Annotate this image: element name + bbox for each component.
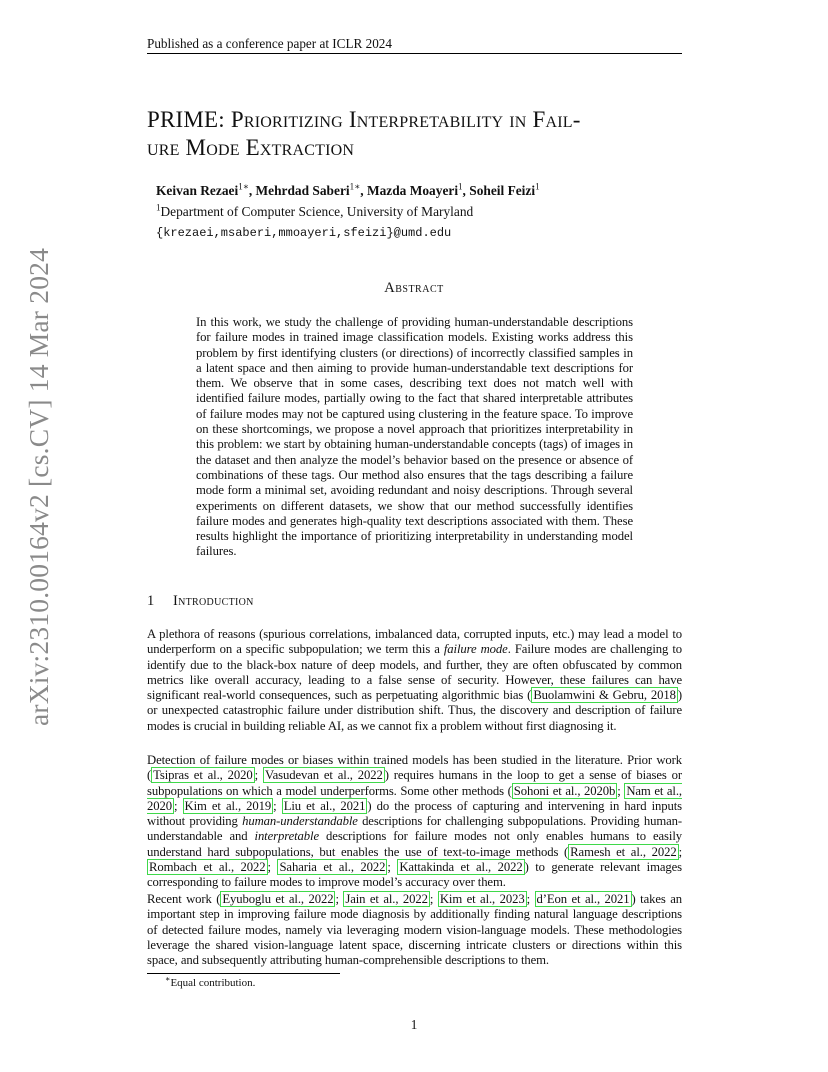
text-run: descriptions for failure modes not only enables humans to easily understand hard subpopulations, but enables the use of text-to-image methods ( <box>147 829 682 859</box>
emphasis: failure mode <box>443 642 508 657</box>
intro-paragraph-1 <box>147 627 682 734</box>
section-heading <box>147 593 254 610</box>
separator: ; <box>273 798 282 813</box>
author-name: Keivan Rezaei <box>156 183 239 198</box>
intro-paragraph-2 <box>147 753 682 891</box>
footnote <box>165 974 256 989</box>
title-line1: Prioritizing Interpretability in Fail- <box>230 107 581 132</box>
citation-link[interactable]: Nam et al., 2020 <box>147 783 682 813</box>
separator: ; <box>173 798 183 813</box>
separator: ; <box>387 860 398 875</box>
citation-link[interactable]: Kim et al., 2019 <box>184 798 272 813</box>
footnote-rule <box>147 973 340 974</box>
header-rule <box>147 53 682 54</box>
citation-link[interactable]: Rombach et al., 2022 <box>149 860 266 875</box>
affiliation-text: Department of Computer Science, University of Maryland <box>160 204 474 219</box>
text-run: ) to generate relevant images corresponding to failure modes to improve model’s accuracy over them. <box>147 860 683 890</box>
footnote-text: Equal contribution. <box>170 977 256 989</box>
section-title: Introduction <box>173 593 254 609</box>
text-run: . Failure modes are challenging to identify due to the black-box nature of deep models, and further, they are often obfuscated by common metrics like overall accuracy, leading to a false sense of security. However, these failures can have significant real-world consequences, such as perpetuating algorithmic bias ( <box>147 642 682 703</box>
citation-link[interactable]: Buolamwini & Gebru, 2018 <box>533 688 676 703</box>
paper-title <box>147 106 692 162</box>
arxiv-identifier-text: arXiv:2310.00164v2 [cs.CV] 14 Mar 2024 <box>23 247 55 727</box>
citation-link[interactable]: Saharia et al., 2022 <box>279 860 386 875</box>
citation-link[interactable]: d’Eon et al., 2021 <box>536 892 630 906</box>
citation-link[interactable]: Ramesh et al., 2022 <box>570 844 677 859</box>
title-line2: ure Mode Extraction <box>147 135 355 160</box>
text-run: ) or unexpected catastrophic failure under distribution shift. Thus, the discovery and description of failure modes is crucial in building reliable AI, as we cannot fix a problem without first diagnosing it. <box>147 688 682 733</box>
abstract-body: In this work, we study the challenge of providing human-understandable descriptions for failure modes in trained image classification models. Existing works address this problem by first identifying clusters (or directions) of incorrectly classified samples in a latent space and then aiming to provide human-understandable text descriptions for them. We observe that in some cases, describing text does not match well with identified failure modes, partially owing to the fact that shared interpretable attributes of failure modes may not be captured using clustering in the feature space. To improve on these shortcomings, we propose a novel approach that prioritizes interpretability in this problem: we start by obtaining human-understandable concepts (tags) of images in the dataset and then analyze the model’s behavior based on the presence or absence of combinations of these tags. Our method also ensures that the tags describing a failure mode form a minimal set, avoiding redundant and noisy descriptions. Through several experiments on different datasets, we show that our method successfully identifies failure modes and generates high-quality text descriptions associated with them. These results highlight the importance of prioritizing interpretability in understanding model failures. <box>196 315 633 559</box>
title-lead: PRIME: <box>147 107 231 132</box>
author-name: , Mazda Moayeri <box>360 183 459 198</box>
text-run: A plethora of reasons (spurious correlations, imbalanced data, corrupted inputs, etc.) may lead a model to underperform on a specific subpopulation; we term this a <box>147 627 682 657</box>
citation-link[interactable]: Sohoni et al., 2020b <box>513 783 616 798</box>
text-run: ) do the process of capturing and intervening in hard inputs without providing <box>147 798 682 829</box>
running-header: Published as a conference paper at ICLR 2024 <box>147 36 392 51</box>
separator: ; <box>678 844 682 859</box>
emphasis: interpretable <box>254 829 319 844</box>
footnote-mark: ∗ <box>165 974 171 984</box>
citation-link[interactable]: Kattakinda et al., 2022 <box>399 860 523 875</box>
emphasis: human-understandable <box>242 814 358 829</box>
section-number: 1 <box>147 593 155 609</box>
author-name: , Soheil Feizi <box>462 183 536 198</box>
citation-link[interactable]: Tsipras et al., 2020 <box>153 768 253 783</box>
affiliation <box>156 204 473 220</box>
separator: ; <box>254 768 263 783</box>
author-mark: 1 <box>458 181 463 192</box>
author-mark: 1 <box>535 181 540 192</box>
text-run: ) takes an important step in improving failure mode diagnosis by additionally finding natural language descriptions of detected failure modes, namely via leveraging modern vision-language models. These methodologies leverage the shared vision-language latent space, discerning intricate clusters or directions within this space, and subsequently attributing human-comprehensible descriptions to them. <box>147 892 682 968</box>
affiliation-mark: 1 <box>156 202 161 213</box>
citation-link[interactable]: Eyuboglu et al., 2022 <box>222 892 334 906</box>
separator: ; <box>267 860 278 875</box>
author-mark: 1∗ <box>238 181 249 192</box>
separator: ; <box>429 892 438 906</box>
text-run: ) requires humans in the loop to get a sense of biases or subpopulations on which a model underperforms. Some other methods ( <box>147 768 682 798</box>
page-number: 1 <box>410 1017 418 1032</box>
text-run: descriptions for challenging subpopulations. Providing human-understandable and <box>147 814 682 844</box>
citation-link[interactable]: Jain et al., 2022 <box>345 892 428 906</box>
author-mark: 1∗ <box>349 181 361 192</box>
separator: ; <box>617 783 625 798</box>
arxiv-identifier <box>18 247 60 727</box>
separator: ; <box>526 892 535 906</box>
abstract-heading: Abstract <box>384 280 444 296</box>
text-run: Detection of failure modes or biases within trained models has been studied in the literature. Prior work ( <box>147 753 682 783</box>
separator: ; <box>335 892 344 906</box>
citation-link[interactable]: Vasudevan et al., 2022 <box>264 768 383 783</box>
author-list <box>156 183 540 199</box>
citation-link[interactable]: Liu et al., 2021 <box>283 798 366 813</box>
author-name: , Mehrdad Saberi <box>248 183 350 198</box>
author-emails: {krezaei,msaberi,mmoayeri,sfeizi}@umd.edu <box>156 226 452 240</box>
text-run: Recent work ( <box>147 892 221 906</box>
citation-link[interactable]: Kim et al., 2023 <box>439 892 525 906</box>
intro-paragraph-3 <box>147 892 682 968</box>
